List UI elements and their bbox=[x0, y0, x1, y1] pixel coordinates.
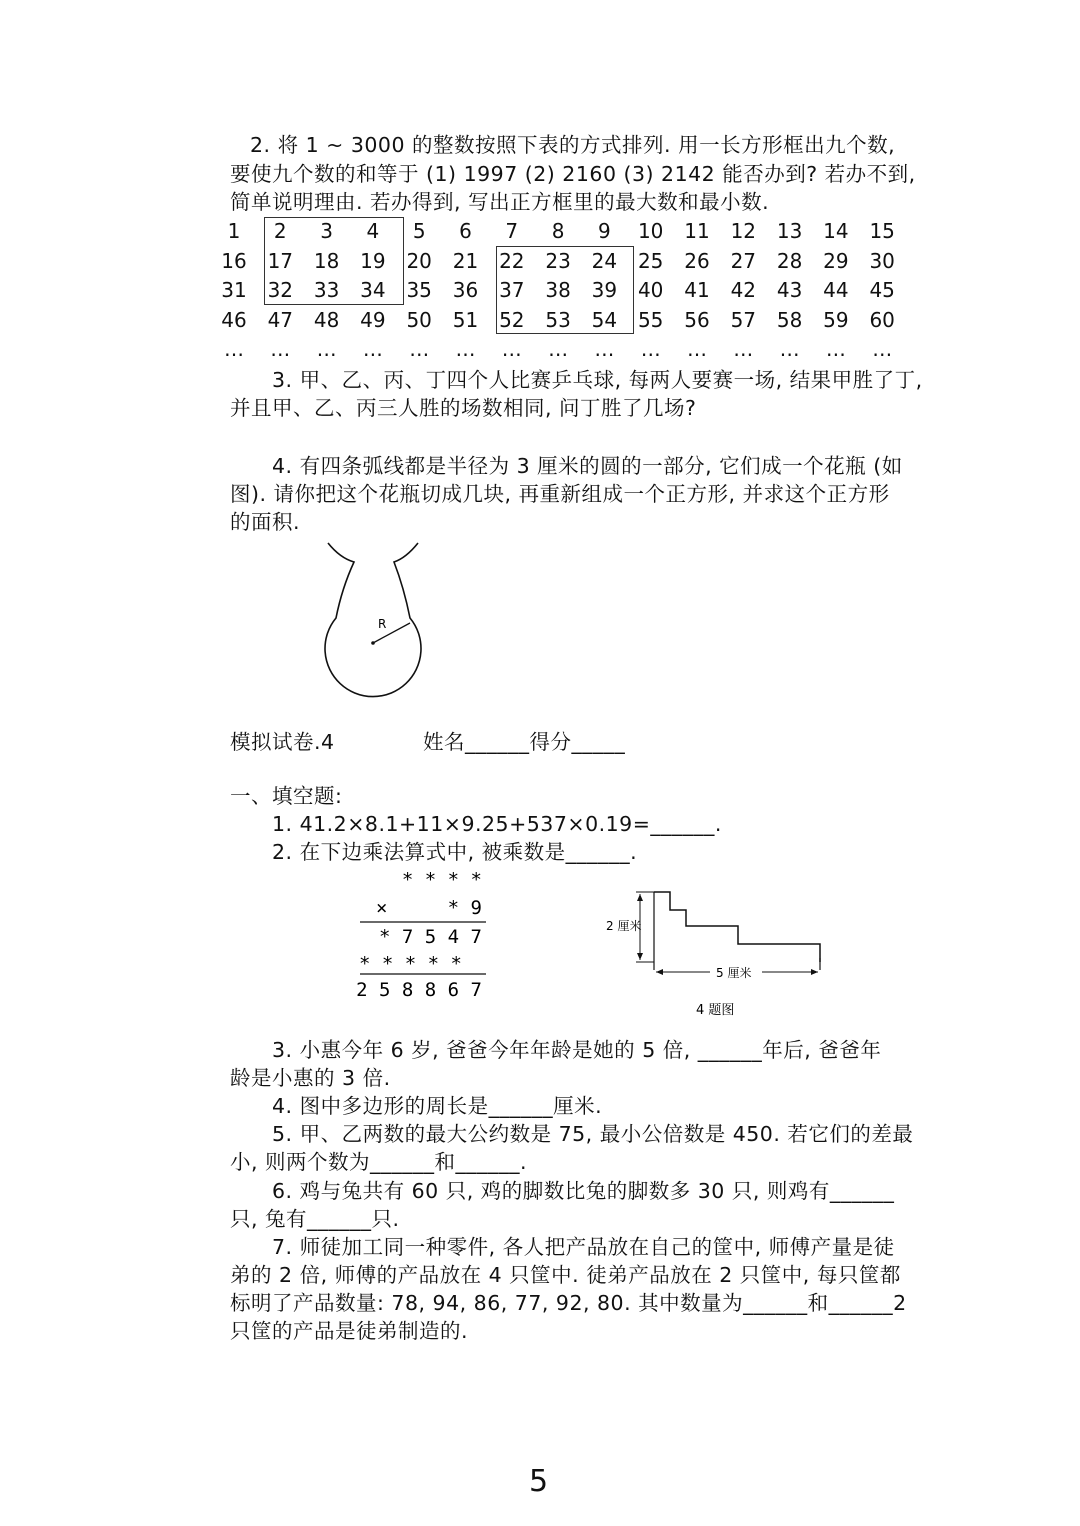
grid-cell: … bbox=[501, 337, 522, 361]
grid-cell: 48 bbox=[313, 307, 340, 332]
staircase-figure bbox=[598, 884, 830, 1020]
grid-cell: 47 bbox=[267, 307, 294, 332]
grid-cell: 41 bbox=[684, 278, 710, 302]
grid-cell: 27 bbox=[730, 248, 757, 273]
grid-cell: 35 bbox=[406, 278, 432, 302]
problem4-line-2: 图). 请你把这个花瓶切成几块, 再重新组成一个正方形, 并求这个正方形 bbox=[230, 482, 890, 506]
grid-cell: 58 bbox=[776, 307, 803, 332]
grid-cell: 30 bbox=[869, 248, 895, 273]
grid-cell: 14 bbox=[823, 219, 849, 243]
problem2-line-2: 要使九个数的和等于 (1) 1997 (2) 2160 (3) 2142 能否办到? 若办不到, bbox=[230, 162, 916, 186]
grid-cell: 36 bbox=[452, 278, 479, 302]
name-score-fields: 姓名______得分_____ bbox=[423, 730, 626, 754]
grid-cell: 44 bbox=[823, 278, 849, 302]
grid-cell: 60 bbox=[869, 307, 895, 332]
height-label: 2 厘米 bbox=[606, 919, 642, 933]
question-5-line-1: 5. 甲、乙两数的最大公约数是 75, 最小公倍数是 450. 若它们的差最 bbox=[272, 1122, 914, 1146]
grid-cell: 18 bbox=[313, 248, 340, 273]
grid-cell: 33 bbox=[313, 278, 340, 302]
grid-cell: 6 bbox=[459, 219, 472, 243]
grid-cell: 56 bbox=[684, 307, 710, 332]
grid-cell: … bbox=[409, 337, 430, 361]
grid-cell: 57 bbox=[730, 307, 757, 332]
grid-cell: 15 bbox=[869, 219, 895, 243]
grid-cell: 46 bbox=[221, 307, 247, 332]
question-6-line-2: 只, 兔有______只. bbox=[230, 1207, 400, 1231]
grid-cell: 55 bbox=[637, 307, 664, 332]
grid-cell: 10 bbox=[637, 219, 664, 243]
grid-cell: 53 bbox=[545, 307, 571, 332]
grid-cell: 19 bbox=[360, 248, 386, 273]
grid-cell: … bbox=[548, 337, 569, 361]
grid-cell: 40 bbox=[637, 278, 664, 302]
question-7-line-4: 只筐的产品是徒弟制造的. bbox=[230, 1319, 469, 1343]
grid-cell: 24 bbox=[591, 248, 618, 273]
problem2-line-1: 2. 将 1 ~ 3000 的整数按照下表的方式排列. 用一长方形框出九个数, bbox=[250, 133, 896, 157]
problem4-line-1: 4. 有四条弧线都是半径为 3 厘米的圆的一部分, 它们成一个花瓶 (如 bbox=[272, 454, 903, 478]
grid-cell: 42 bbox=[730, 278, 757, 302]
grid-cell: 9 bbox=[598, 219, 611, 243]
grid-cell: 43 bbox=[776, 278, 803, 302]
question-3-line-1: 3. 小惠今年 6 岁, 爸爸今年年龄是她的 5 倍, ______年后, 爸爸年 bbox=[272, 1038, 882, 1062]
grid-cell: 17 bbox=[267, 248, 294, 273]
grid-cell: 16 bbox=[221, 248, 247, 273]
exam-title: 模拟试卷.4 bbox=[230, 730, 335, 754]
question-1: 1. 41.2×8.1+11×9.25+537×0.19=______. bbox=[272, 812, 722, 836]
question-7-line-1: 7. 师徒加工同一种零件, 各人把产品放在自己的筐中, 师傅产量是徒 bbox=[272, 1235, 895, 1259]
grid-cell: … bbox=[362, 337, 383, 361]
grid-cell: … bbox=[455, 337, 476, 361]
multiplication-figure bbox=[350, 866, 500, 1006]
grid-cell: 31 bbox=[221, 278, 247, 302]
grid-cell: 26 bbox=[684, 248, 710, 273]
mult-row-3: * 7 5 4 7 bbox=[379, 926, 482, 948]
rectangle-frame-1 bbox=[264, 217, 404, 305]
grid-cell: … bbox=[687, 337, 707, 361]
vase-figure bbox=[318, 538, 438, 698]
grid-cell: 37 bbox=[499, 278, 525, 302]
mult-row-4: * * * * * bbox=[359, 953, 462, 975]
figure-caption: 4 题图 bbox=[696, 1003, 735, 1018]
question-3-line-2: 龄是小惠的 3 倍. bbox=[230, 1066, 391, 1090]
grid-cell: … bbox=[779, 337, 800, 361]
grid-cell: 23 bbox=[545, 248, 571, 273]
grid-cell: 2 bbox=[273, 219, 287, 243]
grid-cell: … bbox=[224, 337, 244, 361]
grid-cell: … bbox=[825, 337, 846, 361]
grid-cell: … bbox=[640, 337, 661, 361]
grid-cell: … bbox=[316, 337, 337, 361]
problem3-line-1: 3. 甲、乙、丙、丁四个人比赛乒乓球, 每两人要赛一场, 结果甲胜了丁, bbox=[272, 368, 923, 392]
grid-cell: 50 bbox=[406, 307, 432, 332]
grid-cell: 8 bbox=[551, 219, 565, 243]
grid-cell: 52 bbox=[499, 307, 525, 332]
grid-cell: 54 bbox=[591, 307, 618, 332]
grid-cell: 4 bbox=[366, 219, 380, 243]
question-7-line-3: 标明了产品数量: 78, 94, 86, 77, 92, 80. 其中数量为______和______2 bbox=[230, 1291, 907, 1315]
times-sign: × bbox=[376, 897, 388, 919]
grid-cell: 28 bbox=[776, 248, 803, 273]
question-4: 4. 图中多边形的周长是______厘米. bbox=[272, 1094, 603, 1118]
radius-label: R bbox=[378, 617, 387, 631]
grid-cell: 22 bbox=[499, 248, 525, 273]
question-6-line-1: 6. 鸡与兔共有 60 只, 鸡的脚数比兔的脚数多 30 只, 则鸡有______ bbox=[272, 1179, 895, 1203]
problem4-line-3: 的面积. bbox=[230, 510, 301, 534]
question-7-line-2: 弟的 2 倍, 师傅的产品放在 4 只筐中. 徒弟产品放在 2 只筐中, 每只筐都 bbox=[230, 1263, 901, 1287]
grid-cell: 32 bbox=[267, 278, 294, 302]
grid-cell: 39 bbox=[591, 278, 618, 302]
grid-cell: 21 bbox=[452, 248, 479, 273]
grid-cell: 45 bbox=[869, 278, 895, 302]
problem3-line-2: 并且甲、乙、丙三人胜的场数相同, 问丁胜了几场? bbox=[230, 396, 697, 420]
section-heading: 一、填空题: bbox=[230, 784, 343, 808]
rectangle-frame-2 bbox=[496, 246, 634, 334]
mult-row-5: 2 5 8 8 6 7 bbox=[356, 979, 482, 1001]
grid-cell: 20 bbox=[406, 248, 432, 273]
grid-cell: 59 bbox=[823, 307, 849, 332]
grid-cell: 5 bbox=[412, 219, 426, 243]
question-5-line-2: 小, 则两个数为______和______. bbox=[230, 1150, 528, 1174]
problem2-line-3: 简单说明理由. 若办得到, 写出正方框里的最大数和最小数. bbox=[230, 190, 770, 214]
grid-cell: 1 bbox=[227, 219, 241, 243]
grid-cell: 12 bbox=[730, 219, 757, 243]
grid-cell: … bbox=[733, 337, 754, 361]
grid-cell: 25 bbox=[637, 248, 664, 273]
grid-cell: 34 bbox=[360, 278, 386, 302]
width-label: 5 厘米 bbox=[716, 966, 752, 980]
grid-cell: 11 bbox=[684, 219, 710, 243]
grid-cell: 38 bbox=[545, 278, 571, 302]
grid-cell: 49 bbox=[360, 307, 386, 332]
mult-row-1: * * * * bbox=[401, 869, 482, 891]
grid-cell: 7 bbox=[505, 219, 519, 243]
grid-cell: 3 bbox=[320, 219, 333, 243]
grid-cell: 51 bbox=[452, 307, 479, 332]
mult-row-2: * 9 bbox=[447, 897, 482, 919]
grid-cell: … bbox=[270, 337, 291, 361]
grid-cell: 13 bbox=[776, 219, 803, 243]
question-2: 2. 在下边乘法算式中, 被乘数是______. bbox=[272, 840, 638, 864]
page-number: 5 bbox=[529, 1464, 549, 1499]
grid-cell: 29 bbox=[823, 248, 849, 273]
grid-cell: … bbox=[872, 337, 893, 361]
grid-cell: … bbox=[594, 337, 615, 361]
